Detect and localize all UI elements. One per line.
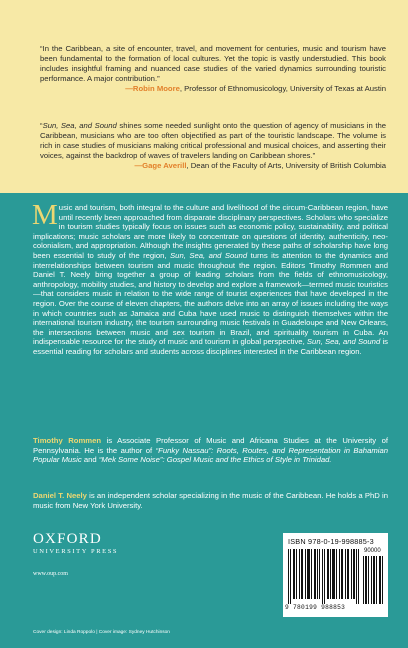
price-code: 90000 xyxy=(364,548,381,554)
barcode-bars xyxy=(288,549,360,604)
editor-bio-rommen: Timothy Rommen is Associate Professor of Music and Africana Studies at the University of Pennsylvania. He is the author of “Funky Nassau”: Roots, Routes, and Representation in Bahamian Popular Music and “Mek Some Noise”: Gospel Music and the Ethics of Style in Trinidad. xyxy=(33,436,389,465)
quote-attribution: —Gage Averill, Dean of the Faculty of Arts, University of British Columbia xyxy=(134,161,386,170)
editor-name: Timothy Rommen xyxy=(33,436,102,445)
quote-attribution: —Robin Moore, Professor of Ethnomusicology, University of Texas at Austin xyxy=(125,84,386,93)
drop-cap: M xyxy=(32,199,58,231)
price-barcode-bars xyxy=(363,556,385,604)
endorser-name: Gage Averill xyxy=(142,161,187,170)
barcode-box xyxy=(283,533,388,617)
publisher-url: www.oup.com xyxy=(33,571,68,577)
quote-text: shines some needed sunlight onto the question of agency of musicians in the Caribbean, musicians who are too often objectified as part of the touristic landscape. The volume is rich in case studies of musicians making critical professional and musical choices, and asserting their voices, against the backdrop of waves of travelers landing on Caribbean shores.” xyxy=(40,121,387,160)
quote-text: “In the Caribbean, a site of encounter, travel, and movement for centuries, music and tourism have been fundamental to the formation of local cultures. Yet the topic is vastly understudied. This book includes insightful framing and nuanced case studies of the varied dynamics surrounding touristic performance. A major contribution.” xyxy=(40,44,386,83)
publisher-logo xyxy=(33,532,118,555)
publisher-name: OXFORD xyxy=(33,531,102,547)
editor-bio-neely: Daniel T. Neely is an independent scholar specializing in the music of the Caribbean. He holds a PhD in music from New York University. xyxy=(33,491,388,510)
endorser-name: Robin Moore xyxy=(132,84,180,93)
endorsement-quote-1 xyxy=(40,44,386,94)
endorsement-quote-2: “Sun, Sea, and Sound shines some needed sunlight onto the question of agency of musicians in the Caribbean, musicians who are too often objectified as part of the touristic landscape. The volume is rich in case studies of musicians making critical professional and musical choices, and asserting their voices, against the backdrop of waves of travelers landing on Caribbean shores.” —Gage Averill, Dean of the Faculty of Arts, University of British Columbia xyxy=(40,121,387,170)
endorser-title: , Professor of Ethnomusicology, University of Texas at Austin xyxy=(179,84,386,93)
publisher-subname: UNIVERSITY PRESS xyxy=(33,548,119,555)
barcode-digits: 9 780199 988853 xyxy=(285,604,346,611)
book-description: Music and tourism, both integral to the culture and livelihood of the circum-Caribbean region, have until recently been approached from disparate disciplinary perspectives. Scholars who specialize in tourism studies typically focus on issues such as economic policy, sustainability, and political implications; music scholars are more likely to concentrate on questions of identity, authenticity, neo-colonialism, and appropriation. Although the insights generated by these paths of scholarship have long been essential to study of the region, Sun, Sea, and Sound turns its attention to the dynamics and interrelationships between tourism and music throughout the region. Editors Timothy Rommen and Daniel T. Neely bring together a group of leading scholars from the fields of ethnomusicology, anthropology, mobility studies, and history to develop and explore a framework—termed music touristics—that considers music in relation to the wide range of tourist experiences that have developed in the region. Over the course of eleven chapters, the authors delve into an array of issues including the ways in which countries such as Jamaica and Cuba have used music to distinguish themselves within the international tourism industry, the tourism surrounding music festivals in Guadeloupe and New Orleans, the intersections between music and sex tourism in Brazil, and spirituality tourism in Cuba. An indispensable resource for the study of music and tourism in global perspective, Sun, Sea, and Sound is essential reading for scholars and students across disciplines interested in the Caribbean region. xyxy=(32,199,388,356)
endorser-title: , Dean of the Faculty of Arts, University of British Columbia xyxy=(186,161,386,170)
isbn-label: ISBN 978-0-19-998885-3 xyxy=(288,537,374,546)
book-title: Sun, Sea, and Sound xyxy=(42,121,117,130)
editor-name: Daniel T. Neely xyxy=(33,491,87,500)
cover-credits: Cover design: Linda Roppolo | Cover image: Sydney Hutchinson xyxy=(33,630,170,635)
